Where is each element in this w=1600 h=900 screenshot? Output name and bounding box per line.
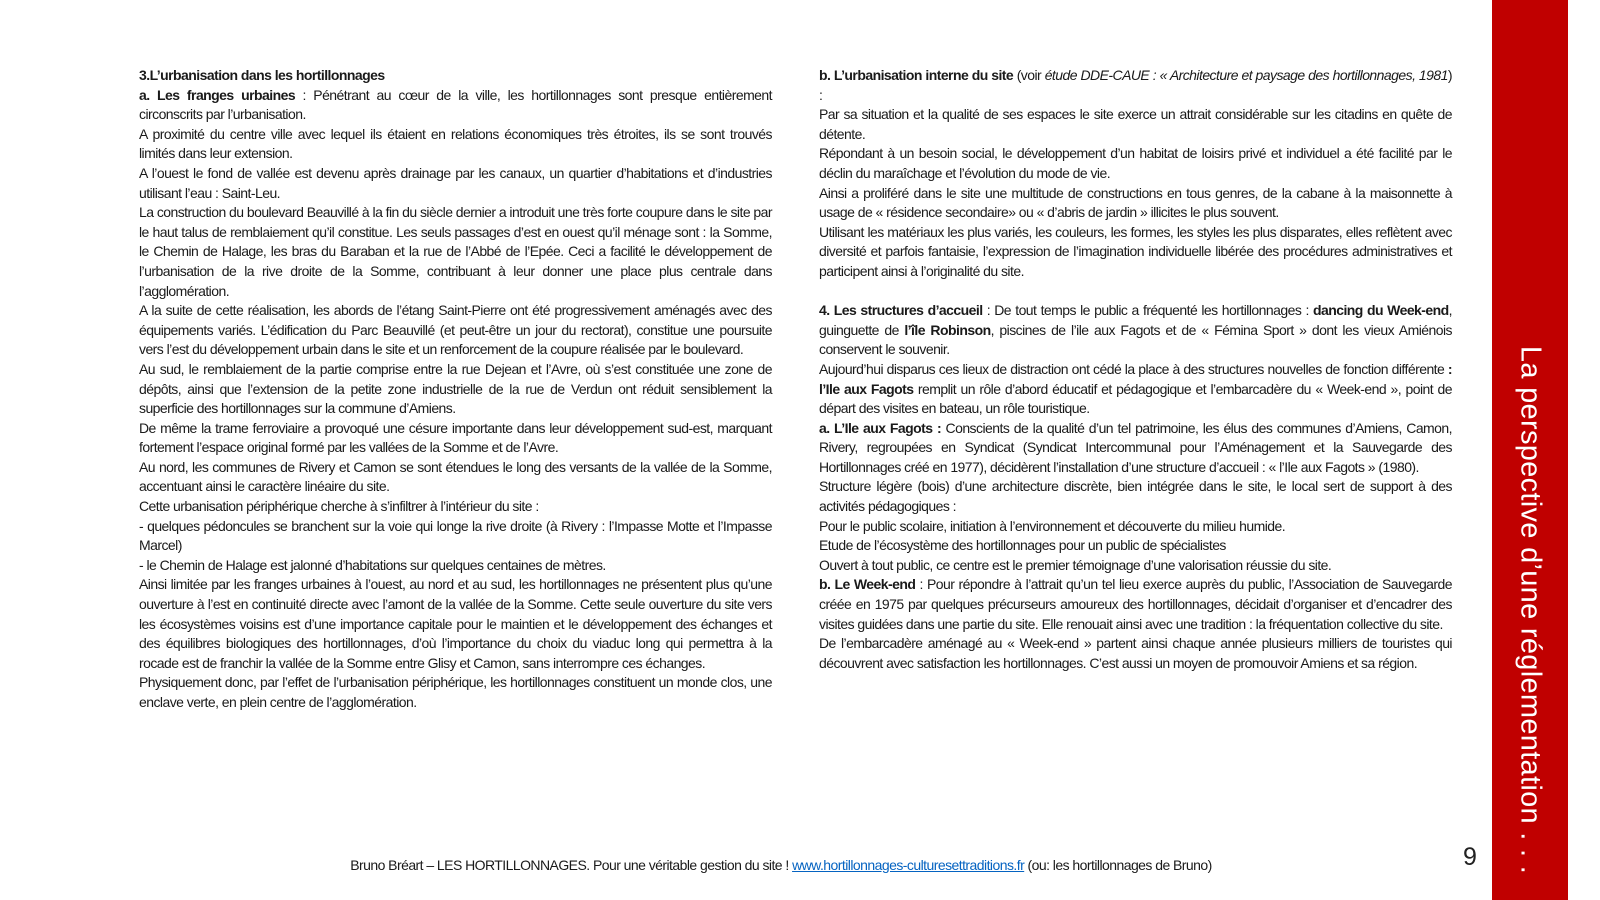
paragraph — [139, 301, 772, 360]
text: Ainsi limitée par les franges urbaines à l’ouest, au nord et au sud, les hortillonnages ne présentent plus qu’une ouverture à l’est en continuité directe avec l’amont de la vallée de la Somme. Cette seule ouverture du site vers les écosystèmes voisins est d’une importance capitale pour le maintien et le développement des échanges et des équilibres biologiques des hortillonnages, d’où l’importance du choix du viaduc long qui permettra à la rocade est de franchir la vallée de la Somme entre Glisy et Camon, sans interrompre ces échanges. — [139, 576, 772, 671]
bold-text: : l’Ile aux Fagots — [819, 360, 1452, 397]
paragraph — [819, 184, 1452, 223]
text: Utilisant les matériaux les plus variés, les couleurs, les formes, les styles les plus disparates, elles reflètent avec diversité et parfois fantaisie, l’expression de l’imagination individuelle libérée des procédures administratives et participent ainsi à l’originalité du site. — [819, 223, 1452, 279]
paragraph — [139, 125, 772, 164]
paragraph — [819, 301, 1452, 360]
text: - quelques pédoncules se branchent sur la voie qui longe la rive droite (à Rivery : l’Impasse Motte et l’Impasse Marcel) — [139, 517, 772, 554]
text: De même la trame ferroviaire a provoqué une césure importante dans leur développement sud-est, marquant fortement l’espace original formé par les vallées de la Somme et de l’Avre. — [139, 419, 772, 456]
paragraph — [819, 66, 1452, 105]
footer-suffix: (ou: les hortillonnages de Bruno) — [1024, 857, 1212, 873]
text: Aujourd’hui disparus ces lieux de distraction ont cédé la place à des structures nouvelles de fonction différente — [819, 360, 1448, 377]
text: Par sa situation et la qualité de ses espaces le site exerce un attrait considérable sur les citadins en quête de détente. — [819, 106, 1452, 142]
chapter-sidebar — [1492, 0, 1568, 900]
website-link[interactable]: www.hortillonnages-culturesettraditions.fr — [792, 857, 1025, 873]
text: : De tout temps le public a fréquenté les hortillonnages : — [982, 302, 1313, 319]
text: - le Chemin de Halage est jalonné d’habitations sur quelques centaines de mètres. — [139, 556, 606, 573]
bold-text: b. Le Week-end — [819, 576, 916, 593]
bold-text: l’île Robinson — [904, 321, 991, 338]
paragraph — [139, 497, 772, 517]
text: : Pénétrant au cœur de la ville, les hortillonnages sont presque entièrement circonscrits par l’urbanisation. — [139, 86, 772, 123]
text: Physiquement donc, par l’effet de l’urbanisation périphérique, les hortillonnages constituent un monde clos, une enclave verte, en plein centre de l’agglomération. — [139, 674, 772, 710]
text: Répondant à un besoin social, le développement d’un habitat de loisirs privé et individuel a été facilité par le déclin du maraîchage et l’évolution du mode de vie. — [819, 145, 1452, 181]
text: Au sud, le remblaiement de la partie comprise entre la rue Dejean et l’Avre, où s’est constituée une zone de dépôts, ainsi que l’extension de la petite zone industrielle de la rue de Verdun ont réduit sensiblement la superficie des hortillonnages sur la commune d’Amiens. — [139, 360, 772, 417]
text: A l’ouest le fond de vallée est devenu après drainage par les canaux, un quartier d’habitations et d’industries utilisant l’eau : Saint-Leu. — [139, 164, 772, 201]
text: Ouvert à tout public, ce centre est le premier témoignage d’une valorisation réussie du site. — [819, 556, 1332, 573]
text: Etude de l’écosystème des hortillonnages pour un public de spécialistes — [819, 537, 1226, 554]
bold-text: dancing du Week-end — [1312, 302, 1449, 319]
text: De l’embarcadère aménagé au « Week-end » partent ainsi chaque année plusieurs milliers de touristes qui découvrent avec satisfaction les hortillonnages. C’est aussi un moyen de promouvoir Amiens et sa région. — [819, 635, 1452, 671]
paragraph — [819, 517, 1452, 537]
text: (voir — [1013, 67, 1045, 83]
paragraph — [819, 477, 1452, 516]
right-column — [819, 66, 1452, 673]
paragraph — [139, 673, 772, 712]
paragraph — [139, 203, 772, 301]
paragraph — [819, 634, 1452, 673]
paragraph — [139, 360, 772, 419]
paragraph — [139, 419, 772, 458]
paragraph — [819, 536, 1452, 556]
bold-text: a. L’Ile aux Fagots : — [819, 419, 942, 436]
paragraph — [819, 556, 1452, 576]
text: A proximité du centre ville avec lequel ils étaient en relations économiques très étroites, ils se sont trouvés limités dans leur extension. — [139, 125, 772, 162]
paragraph — [819, 144, 1452, 183]
text: : Pour répondre à l’attrait qu’un tel lieu exerce auprès du public, l’Association de Sauvegarde créée en 1975 par quelques précurseurs amoureux des hortillonnages, décidait d’organiser et d’encadrer des visites guidées dans une partie du site. Elle renouait ainsi avec une tradition : la fréquentation collective du site. — [819, 576, 1452, 632]
text: Conscients de la qualité d’un tel patrimoine, les élus des communes d’Amiens, Camon, Rivery, regroupées en Syndicat (Syndicat Intercommunal pour l’Aménagement et la Sauvegarde des Hortillonnages créé en 1977), décidèrent l’installation d’une structure d’accueil : « l’Ile aux Fagots » (1980). — [819, 419, 1452, 475]
bold-text: b. L’urbanisation interne du site — [819, 67, 1014, 83]
paragraph — [139, 164, 772, 203]
italic-text: étude DDE-CAUE : « Architecture et paysage des hortillonnages, 1981 — [1044, 67, 1448, 83]
bold-text: 3.L’urbanisation dans les hortillonnages — [139, 67, 385, 83]
text: remplit un rôle d’abord éducatif et pédagogique et l’embarcadère du « Week-end », point de départ des visites en bateau, un rôle touristique. — [819, 380, 1452, 417]
page-number: 9 — [1463, 843, 1477, 871]
paragraph — [139, 575, 772, 673]
paragraph — [819, 105, 1452, 144]
text: , guinguette de — [819, 302, 1452, 338]
paragraph — [139, 86, 772, 125]
paragraph — [819, 223, 1452, 282]
bold-text: a. Les franges urbaines — [139, 86, 296, 103]
text: Au nord, les communes de Rivery et Camon se sont étendues le long des versants de la vallée de la Somme, accentuant ainsi le caractère linéaire du site. — [139, 458, 772, 495]
footer-text: Bruno Bréart – LES HORTILLONNAGES. Pour une véritable gestion du site ! — [350, 857, 793, 873]
paragraph — [819, 419, 1452, 478]
bold-text: 4. Les structures d’accueil — [819, 302, 983, 319]
paragraph — [819, 575, 1452, 634]
footer — [0, 857, 1562, 873]
text: La construction du boulevard Beauvillé à la fin du siècle dernier a introduit une très forte coupure dans le site par le haut talus de remblaiement qu’il constitue. Les seuls passages d’est en ouest qu’il ménage sont : la Somme, le Chemin de Halage, les bras du Baraban et la rue de l’Abbé de l’Epée. Ceci a facilité le développement de l’urbanisation de la rive droite de la Somme, contribuant à leur donner une place plus centrale dans l’agglomération. — [139, 204, 772, 299]
text: Pour le public scolaire, initiation à l’environnement et découverte du milieu humide. — [819, 517, 1286, 534]
left-column — [139, 66, 772, 713]
text: Cette urbanisation périphérique cherche à s’infiltrer à l’intérieur du site : — [139, 498, 539, 515]
text: A la suite de cette réalisation, les abords de l’étang Saint-Pierre ont été progressivement aménagés avec des équipements variés. L’édification du Parc Beauvillé (et peut-être un jour du rectorat), constitue une poursuite vers l’est du développement urbain dans le site et un renforcement de la coupure réalisée par le boulevard. — [139, 302, 772, 358]
chapter-title: La perspective d’une réglementation . . . — [1514, 345, 1547, 875]
text: ) : — [819, 67, 1452, 103]
paragraph — [139, 458, 772, 497]
paragraph — [139, 556, 772, 576]
paragraph — [139, 517, 772, 556]
text: Structure légère (bois) d’une architecture discrète, bien intégrée dans le site, le local sert de support à des activités pédagogiques : — [819, 478, 1452, 515]
paragraph — [819, 360, 1452, 419]
text: Ainsi a proliféré dans le site une multitude de constructions en tous genres, de la cabane à la maisonnette à usage de « résidence secondaire» ou « d’abris de jardin » illicites le plus souvent. — [819, 184, 1452, 221]
text: , piscines de l’ile aux Fagots et de « Fémina Sport » dont les vieux Amiénois conservent le souvenir. — [819, 321, 1452, 358]
section-heading — [139, 66, 772, 86]
